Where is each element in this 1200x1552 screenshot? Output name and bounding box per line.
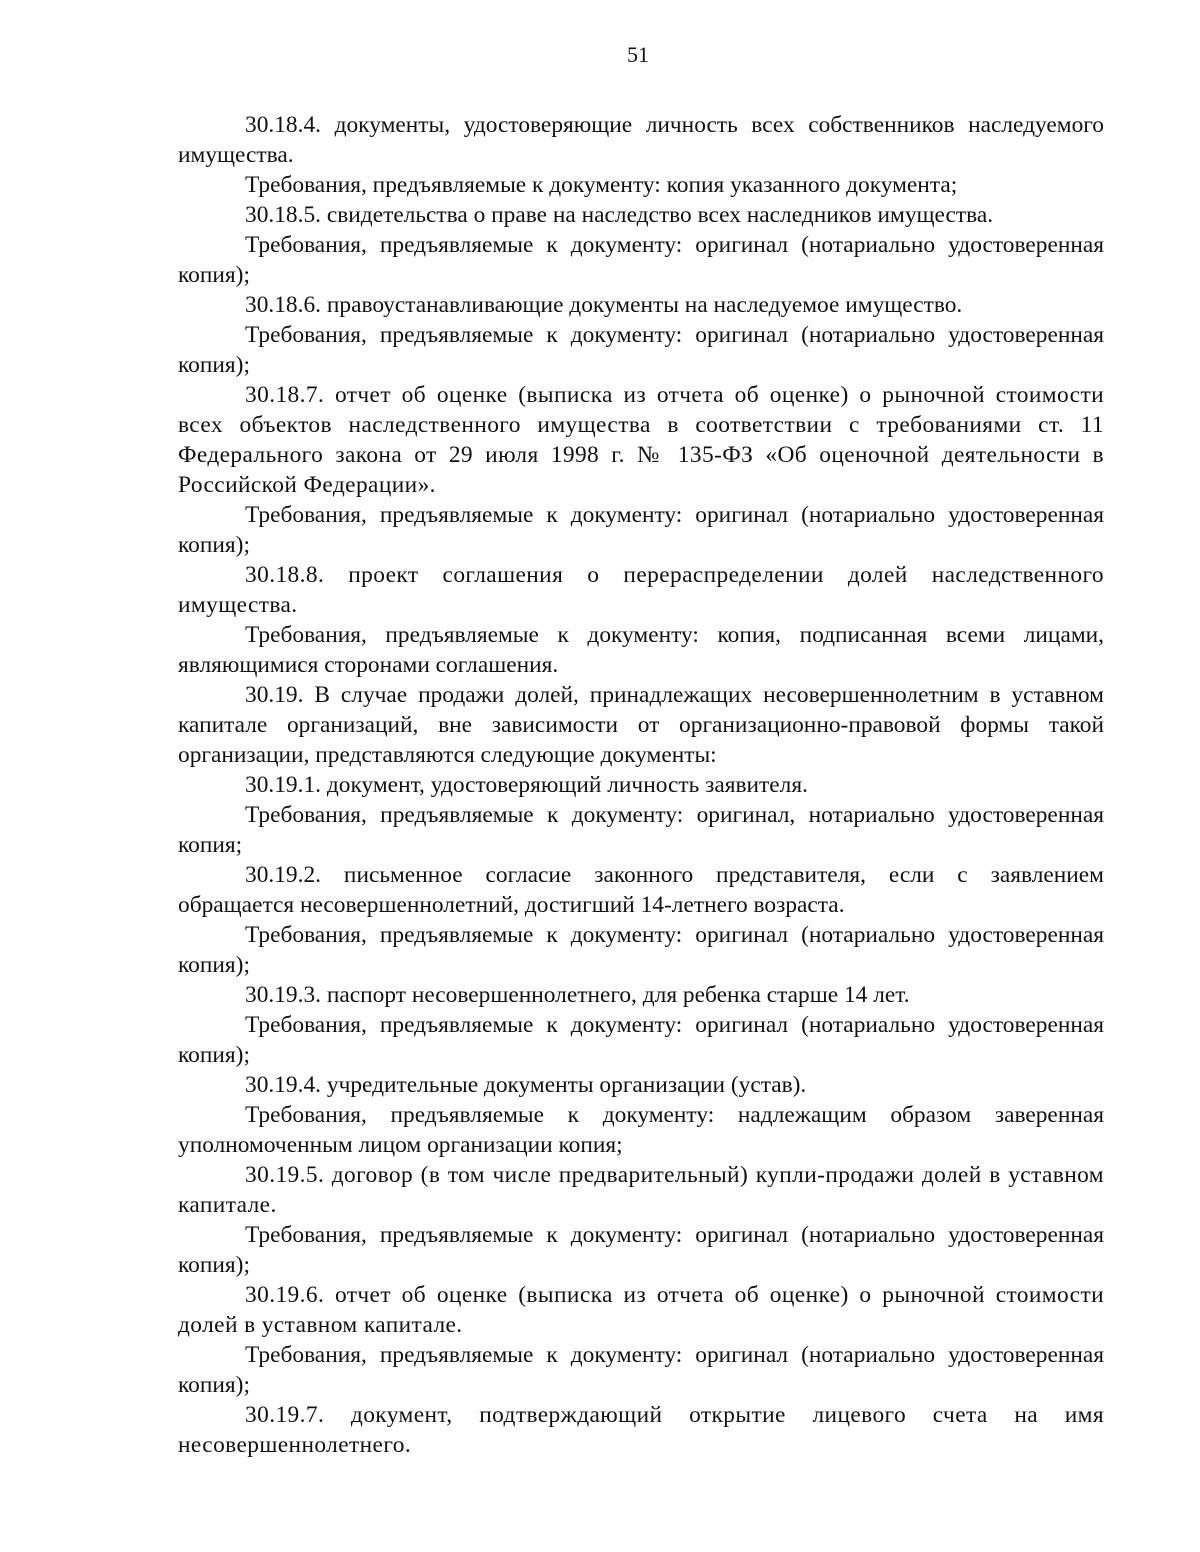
paragraph-30-19-4: 30.19.4. учредительные документы организации (устав). (245, 1072, 807, 1098)
paragraph-requirements: Требования, предъявляемые к документу: оригинал (нотариально удостоверенная копия); (178, 1012, 1104, 1068)
paragraph-30-18-7: 30.18.7. отчет об оценке (выписка из отчета об оценке) о рыночной стоимости всех объектов наследственного имущества в соответствии с требованиями ст. 11 Федерального закона от 29 июля 1998 г. № 135-ФЗ «Об оценочной деятельности в Российской Федерации». (178, 382, 1104, 498)
document-body (178, 110, 1104, 1460)
paragraph-requirements: Требования, предъявляемые к документу: оригинал (нотариально удостоверенная копия); (178, 1342, 1104, 1398)
paragraph-requirements: Требования, предъявляемые к документу: оригинал (нотариально удостоверенная копия); (178, 922, 1104, 978)
paragraph-30-19: 30.19. В случае продажи долей, принадлежащих несовершеннолетним в уставном капитале организаций, вне зависимости от организационно-правовой формы такой организации, представляются следующие документы: (178, 682, 1104, 768)
paragraph-30-19-2: 30.19.2. письменное согласие законного представителя, если с заявлением обращается несовершеннолетний, достигший 14-летнего возраста. (178, 862, 1104, 918)
paragraph-30-18-5: 30.18.5. свидетельства о праве на наследство всех наследников имущества. (245, 202, 994, 228)
paragraph-requirements: Требования, предъявляемые к документу: оригинал (нотариально удостоверенная копия); (178, 232, 1104, 288)
paragraph-30-19-6: 30.19.6. отчет об оценке (выписка из отчета об оценке) о рыночной стоимости долей в уставном капитале. (178, 1282, 1104, 1338)
paragraph-requirements: Требования, предъявляемые к документу: копия указанного документа; (245, 172, 958, 198)
paragraph-30-19-3: 30.19.3. паспорт несовершеннолетнего, для ребенка старше 14 лет. (245, 982, 910, 1008)
paragraph-30-19-7: 30.19.7. документ, подтверждающий открытие лицевого счета на имя несовершеннолетнего. (178, 1402, 1104, 1458)
paragraph-requirements: Требования, предъявляемые к документу: оригинал (нотариально удостоверенная копия); (178, 1222, 1104, 1278)
paragraph-30-18-8: 30.18.8. проект соглашения о перераспределении долей наследственного имущества. (178, 562, 1104, 618)
paragraph-requirements: Требования, предъявляемые к документу: надлежащим образом заверенная уполномоченным лицом организации копия; (178, 1102, 1104, 1158)
paragraph-30-19-1: 30.19.1. документ, удостоверяющий личность заявителя. (245, 772, 808, 798)
paragraph-30-18-4: 30.18.4. документы, удостоверяющие личность всех собственников наследуемого имущества. (178, 112, 1104, 168)
paragraph-requirements: Требования, предъявляемые к документу: копия, подписанная всеми лицами, являющимися сторонами соглашения. (178, 622, 1104, 678)
paragraph-requirements: Требования, предъявляемые к документу: оригинал (нотариально удостоверенная копия); (178, 502, 1104, 558)
page-number: 51 (627, 42, 649, 67)
paragraph-30-19-5: 30.19.5. договор (в том числе предварительный) купли-продажи долей в уставном капитале. (178, 1162, 1104, 1218)
paragraph-requirements: Требования, предъявляемые к документу: оригинал, нотариально удостоверенная копия; (178, 802, 1104, 858)
paragraph-requirements: Требования, предъявляемые к документу: оригинал (нотариально удостоверенная копия); (178, 322, 1104, 378)
paragraph-30-18-6: 30.18.6. правоустанавливающие документы на наследуемое имущество. (245, 292, 963, 318)
